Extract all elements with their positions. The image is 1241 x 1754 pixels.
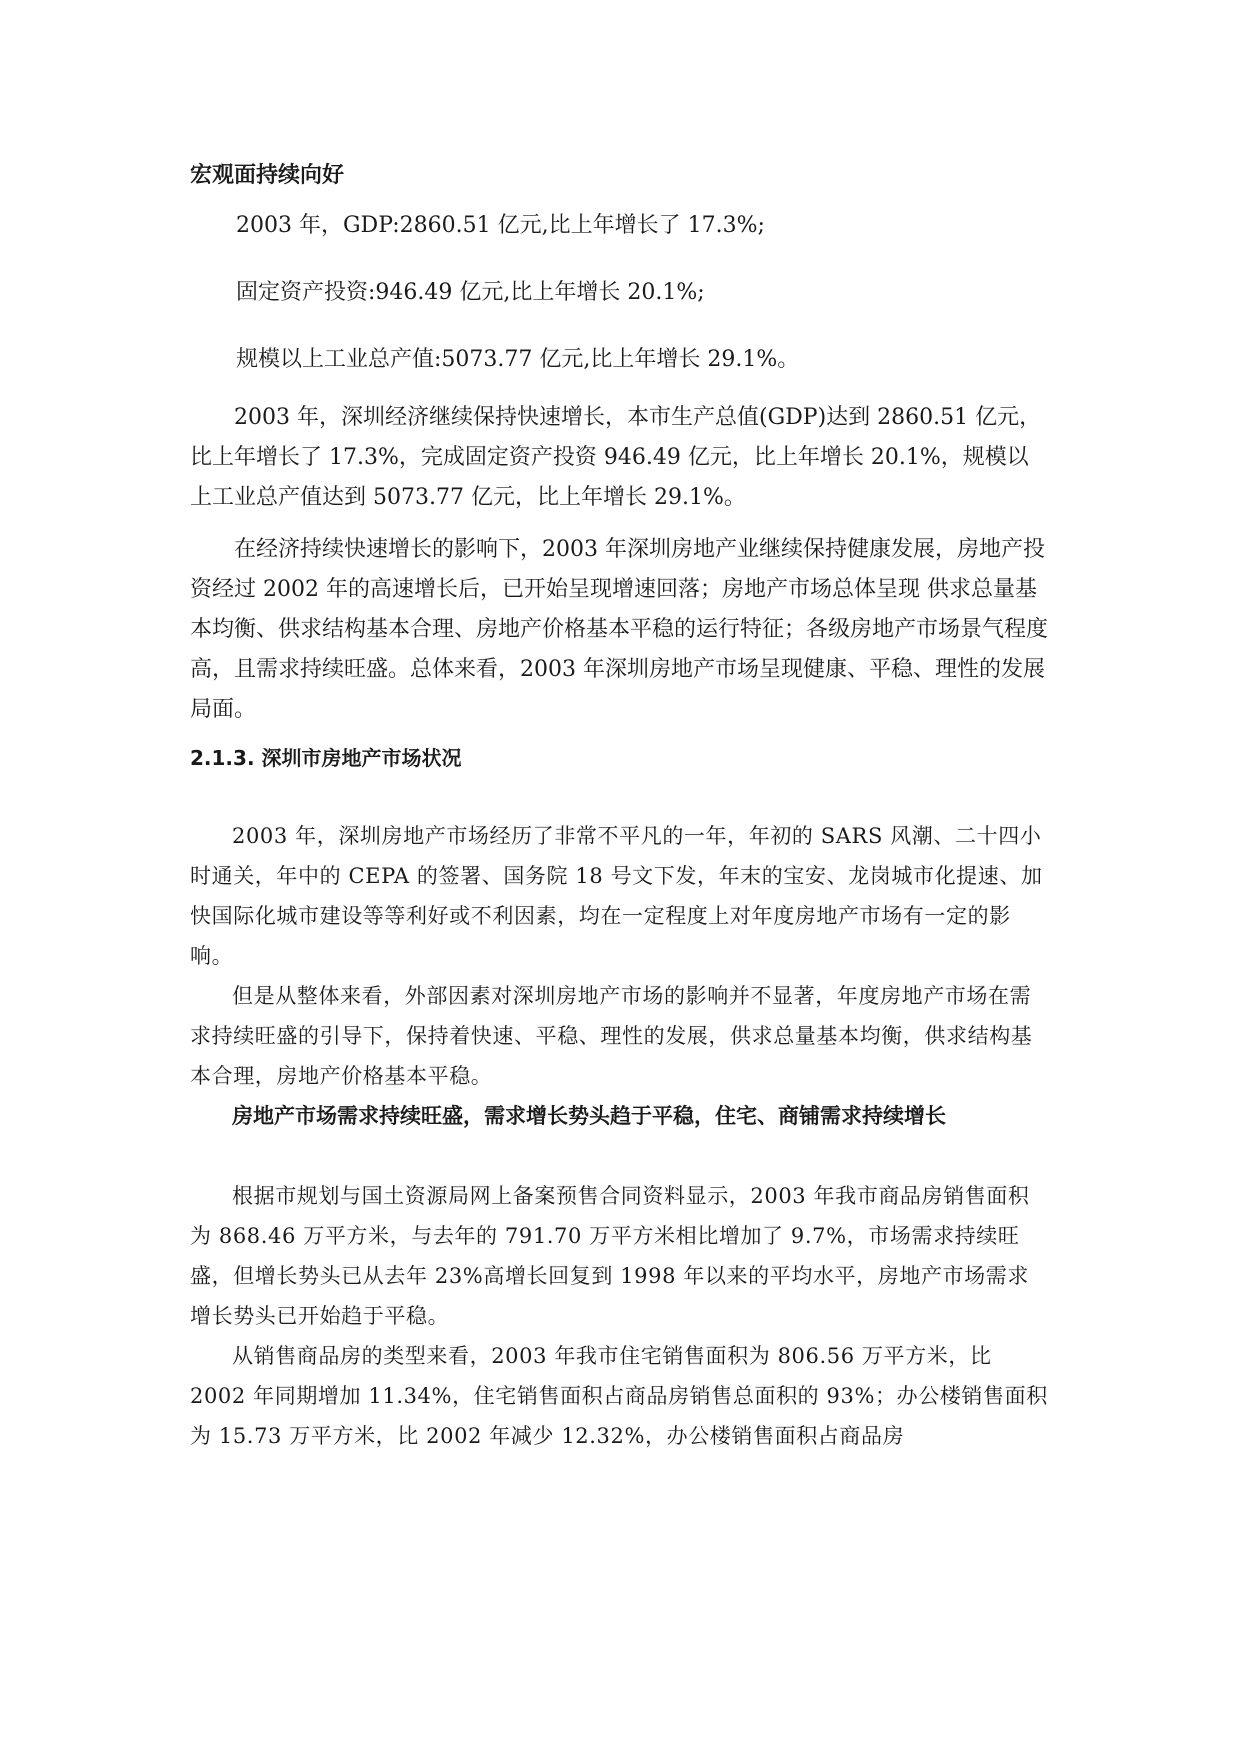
paragraph-market-events: 2003 年，深圳房地产市场经历了非常不平凡的一年，年初的 SARS 风潮、二十四小时通关，年中的 CEPA 的签署、国务院 18 号文下发，年末的宝安、龙岗城市化提速、加快国际化城市建设等等利好或不利因素，均在一定程度上对年度房地产市场有一定的影响。 <box>190 824 1043 968</box>
paragraph-sales-type: 从销售商品房的类型来看，2003 年我市住宅销售面积为 806.56 万平方米，比 2002 年同期增加 11.34%，住宅销售面积占商品房销售总面积的 93%；办公楼销售面积为 15.73 万平方米，比 2002 年减少 12.32%，办公楼销售面积占商品房 <box>190 1344 1048 1448</box>
paragraph-market-overall: 但是从整体来看，外部因素对深圳房地产市场的影响并不显著，年度房地产市场在需求持续旺盛的引导下，保持着快速、平稳、理性的发展，供求总量基本均衡，供求结构基本合理，房地产价格基本平稳。 <box>190 984 1033 1088</box>
stat-line-industry: 规模以上工业总产值:5073.77 亿元,比上年增长 29.1%。 <box>236 347 800 372</box>
stat-line-gdp: 2003 年，GDP:2860.51 亿元,比上年增长了 17.3%; <box>236 213 765 238</box>
paragraph-sales-area: 根据市规划与国土资源局网上备案预售合同资料显示，2003 年我市商品房销售面积为 868.46 万平方米，与去年的 791.70 万平方米相比增加了 9.7%，市场需求持续旺盛，但增长势头已从去年 23%高增长回复到 1998 年以来的平均水平，房地产市场需求增长势头已开始趋于平稳。 <box>190 1184 1030 1328</box>
section-heading-macro: 宏观面持续向好 <box>190 163 345 188</box>
paragraph-economy: 2003 年，深圳经济继续保持快速增长，本市生产总值(GDP)达到 2860.51 亿元，比上年增长了 17.3%，完成固定资产投资 946.49 亿元，比上年增长 20.1%，规模以上工业总产值达到 5073.77 亿元，比上年增长 29.1%。 <box>190 405 1042 510</box>
section-heading-market: 2.1.3. 深圳市房地产市场状况 <box>190 746 462 770</box>
stat-line-investment: 固定资产投资:946.49 亿元,比上年增长 20.1%; <box>236 280 705 305</box>
paragraph-real-estate-overview: 在经济持续快速增长的影响下，2003 年深圳房地产业继续保持健康发展，房地产投资经过 2002 年的高速增长后，已开始呈现增速回落；房地产市场总体呈现 供求总量基本均衡、供求结构基本合理、房地产价格基本平稳的运行特征；各级房地产市场景气程度高，且需求持续旺盛。总体来看，2003 年深圳房地产市场呈现健康、平稳、理性的发展局面。 <box>190 537 1049 722</box>
bold-paragraph-demand: 房地产市场需求持续旺盛，需求增长势头趋于平稳，住宅、商铺需求持续增长 <box>232 1104 946 1128</box>
